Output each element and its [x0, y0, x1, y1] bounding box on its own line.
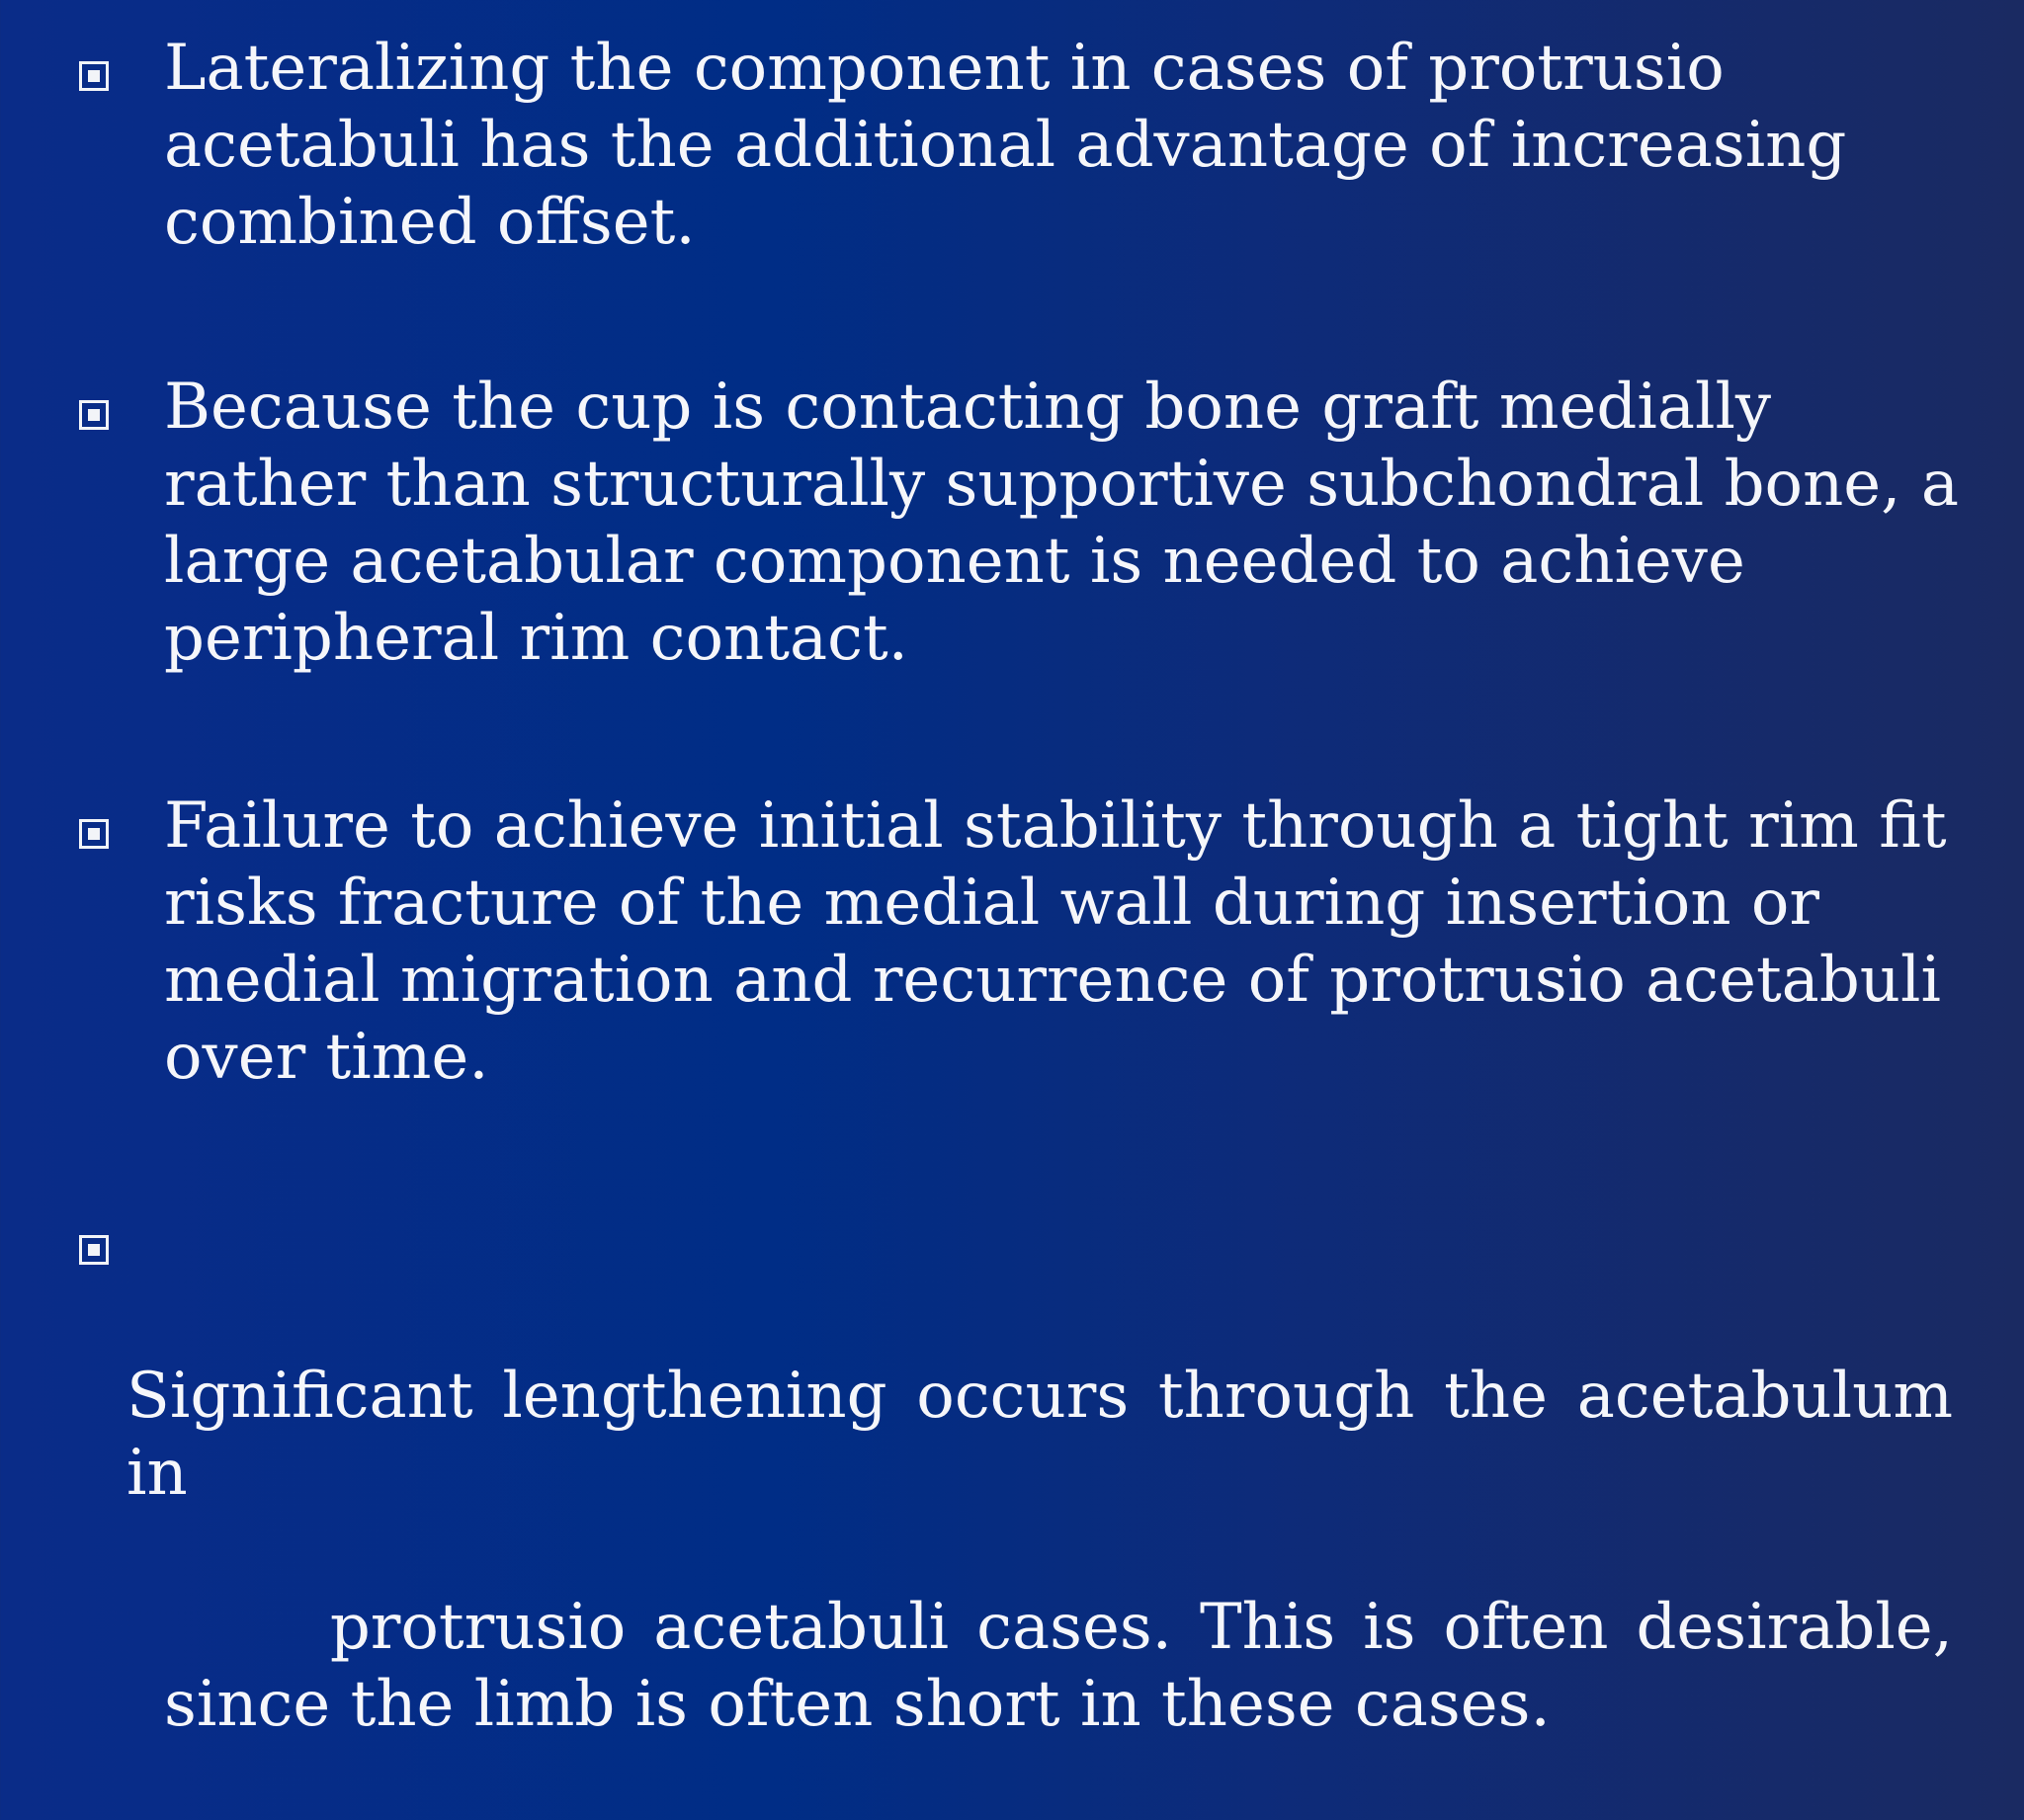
square-box-icon [79, 819, 109, 849]
bullet-text-rest: protrusio acetabuli cases. This is often desirable, since the limb is often short in these cases. [164, 1591, 1974, 1741]
bullet-text: Because the cup is contacting bone graft medially rather than structurally supportive subchondral bone, a large acetabular component is needed to achieve peripheral rim contact. [164, 371, 1980, 675]
bullet-text: Failure to achieve initial stability through a tight rim fit risks fracture of the medial wall during insertion or medial migration and recurrence of protrusio acetabuli over time. [164, 789, 1967, 1094]
bullet-text [126, 1203, 1974, 1820]
square-box-icon [79, 400, 109, 430]
bullet-text: Lateralizing the component in cases of protrusio acetabuli has the additional advantage of increasing combined offset. [164, 32, 1867, 259]
bullet-text-first-line: Significant lengthening occurs through the acetabulum in [126, 1360, 1974, 1510]
square-box-icon [79, 1235, 109, 1265]
square-box-icon [79, 61, 109, 91]
